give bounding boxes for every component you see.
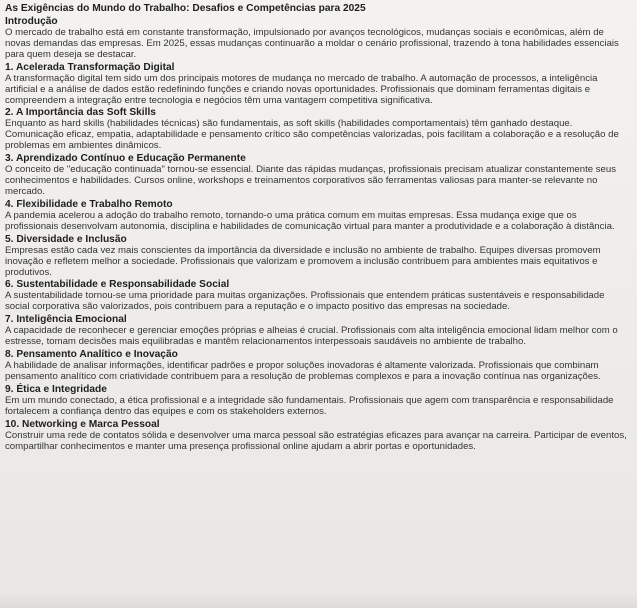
section-7-paragraph: A capacidade de reconhecer e gerenciar emoções próprias e alheias é crucial. Profissionais com alta inteligência emocional lidam melhor com o estresse, tomam decisões mais equilibradas e mantêm relacionamentos interpessoais saudáveis no ambiente de trabalho. [5, 325, 618, 348]
page-bottom-shadow [0, 594, 637, 608]
section-6-heading: 6. Sustentabilidade e Responsabilidade Social [5, 279, 230, 291]
section-10-paragraph: Construir uma rede de contatos sólida e desenvolver uma marca pessoal são estratégias eficazes para avançar na carreira. Participar de eventos, compartilhar conhecimentos e manter uma presença profissional online ajudam a abrir portas e oportunidades. [5, 429, 627, 452]
intro-heading: Introdução [5, 16, 58, 27]
section-9-paragraph: Em um mundo conectado, a ética profissional e a integridade são fundamentais. Profissionais que agem com transparência e responsabilidade fortalecem a confiança dentro das equipes e com os stakeholders externos. [5, 394, 614, 417]
section-2-paragraph: Enquanto as hard skills (habilidades técnicas) são fundamentais, as soft skills (habilidades comportamentais) têm ganhado destaque. Comunicação eficaz, empatia, adaptabilidade e pensamento crítico são competências valorizadas, pois facilitam a colaboração e a resolução de problemas em ambientes dinâmicos. [5, 118, 619, 152]
section-4-paragraph: A pandemia acelerou a adoção do trabalho remoto, tornando-o uma prática comum em muitas empresas. Essa mudança exige que os profissionais desenvolvam autonomia, disciplina e habilidades de comunicação virtual para manter a produtividade e a colaboração à distância. [5, 209, 615, 232]
intro-paragraph: O mercado de trabalho está em constante transformação, impulsionado por avanços tecnológicos, mudanças sociais e econômicas, além de novas demandas das empresas. Em 2025, essas mudanças continuarão a moldar o cenário profissional, trazendo à tona habilidades essenciais para quem deseja se destacar. [5, 27, 619, 60]
section-7-heading: 7. Inteligência Emocional [5, 314, 127, 326]
section-6-paragraph: A sustentabilidade tornou-se uma prioridade para muitas organizações. Profissionais que entendem práticas sustentáveis e responsabilidade social corporativa são valorizados, pois contribuem para a reputação e o impacto positivo das empresas na sociedade. [5, 290, 605, 313]
section-5-paragraph: Empresas estão cada vez mais conscientes da importância da diversidade e inclusão no ambiente de trabalho. Equipes diversas promovem inovação e refletem melhor a sociedade. Profissionais que valorizam e promovem a inclusão contribuem para ambientes mais equitativos e produtivos. [5, 244, 601, 278]
section-8-heading: 8. Pensamento Analítico e Inovação [5, 349, 178, 361]
section-10-heading: 10. Networking e Marca Pessoal [5, 418, 160, 430]
document-title: As Exigências do Mundo do Trabalho: Desafios e Competências para 2025 [5, 3, 366, 14]
section-8-paragraph: A habilidade de analisar informações, identificar padrões e propor soluções inovadoras é altamente valorizada. Profissionais que combinam pensamento analítico com criatividade contribuem para a resolução de problemas complexos e para a inovação contínua nas organizações. [5, 360, 601, 382]
section-9-heading: 9. Ética e Integridade [5, 383, 107, 395]
section-2-heading: 2. A Importância das Soft Skills [5, 107, 156, 119]
section-3-heading: 3. Aprendizado Contínuo e Educação Permanente [5, 153, 246, 165]
section-1-heading: 1. Acelerada Transformação Digital [5, 61, 175, 73]
section-4-heading: 4. Flexibilidade e Trabalho Remoto [5, 198, 173, 210]
section-3-paragraph: O conceito de "educação continuada" tornou-se essencial. Diante das rápidas mudanças, profissionais precisam atualizar constantemente seus conhecimentos e habilidades. Cursos online, workshops e treinamentos corporativos são ferramentas valiosas para manter-se relevante no mercado. [5, 164, 617, 197]
section-1-paragraph: A transformação digital tem sido um dos principais motores de mudança no mercado de trabalho. A automação de processos, a inteligência artificial e a análise de dados estão redefinindo funções e criando novas oportunidades. Profissionais que dominam ferramentas digitais e compreendem a integração entre tecnologia e negócios têm uma vantagem competitiva significativa. [5, 72, 598, 106]
section-5-heading: 5. Diversidade e Inclusão [5, 233, 127, 245]
